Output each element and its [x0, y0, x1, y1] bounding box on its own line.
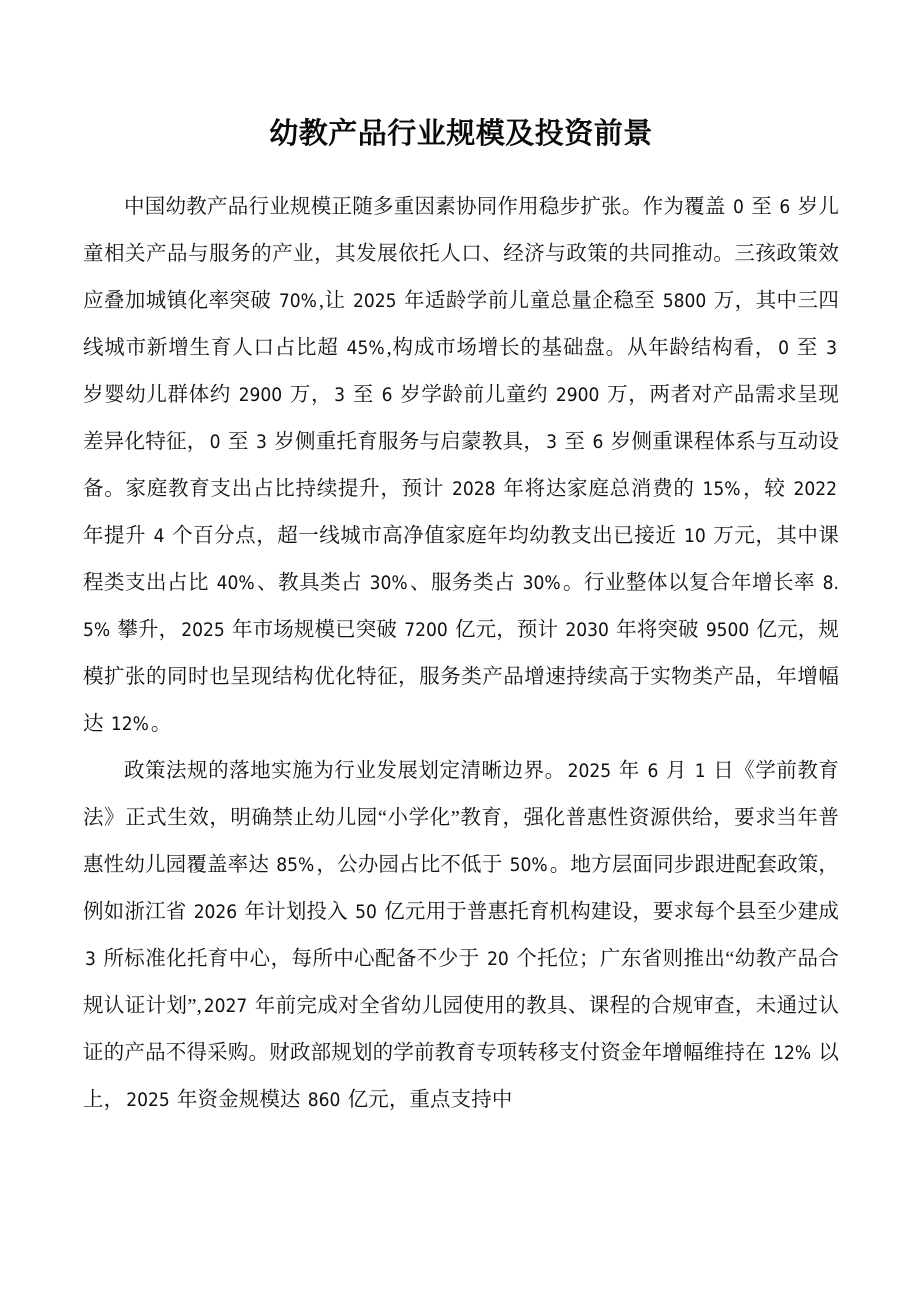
numeric-value: 70%: [278, 290, 317, 312]
numeric-value: 50%: [509, 854, 548, 876]
numeric-value: 7200: [404, 619, 448, 641]
numeric-value: 2900: [238, 384, 283, 406]
numeric-value: 0: [209, 431, 221, 453]
numeric-value: 6: [592, 431, 604, 453]
numeric-value: 2025: [126, 1089, 170, 1111]
numeric-value: 1: [694, 760, 706, 782]
numeric-value: 3: [826, 337, 837, 359]
numeric-value: 40%: [216, 572, 255, 594]
numeric-value: 2022: [793, 478, 837, 500]
numeric-value: 45%: [346, 337, 385, 359]
numeric-value: 6: [779, 196, 791, 218]
numeric-value: 2026: [193, 901, 238, 923]
numeric-value: 0: [778, 337, 789, 359]
body-paragraph: 政策法规的落地实施为行业发展划定清晰边界。 2025 年 6 月 1 日《学前教育法》正式生效，明确禁止幼儿园“小学化”教育，强化普惠性资源供给，要求当年普惠性幼儿园覆盖率达 85%，公办园占比不低于 50%。地方层面同步跟进配套政策，例如浙江省 2026 年计划投入 50 亿元用于普惠托育机构建设，要求每个县至少建成 3 所标准化托育中心，每所中心配备不少于 20 个托位；广东省则推出“幼教产品合规认证计划”, 2027 年前完成对全省幼儿园使用的教具、课程的合规审查，未通过认证的产品不得采购。财政部规划的学前教育专项转移支付资金年增幅维持在 12% 以上， 2025 年资金规模达 860 亿元，重点支持中: [83, 760, 840, 1111]
numeric-value: 20: [487, 948, 509, 970]
numeric-value: 9500: [705, 619, 750, 641]
numeric-value: 3: [546, 431, 557, 453]
document-body: [83, 184, 839, 1124]
numeric-value: 3: [334, 384, 345, 406]
numeric-value: 3: [85, 948, 96, 970]
numeric-value: 4: [153, 525, 165, 547]
numeric-value: 12%: [110, 713, 149, 735]
numeric-value: 2030: [565, 619, 609, 641]
body-paragraph: 中国幼教产品行业规模正随多重因素协同作用稳步扩张。作为覆盖 0 至 6 岁儿童相关产品与服务的产业，其发展依托人口、经济与政策的共同推动。三孩政策效应叠加城镇化率突破 70%,让 2025 年适龄学前儿童总量企稳至 5800 万，其中三四线城市新增生育人口占比超 45%,构成市场增长的基础盘。从年龄结构看， 0 至 3 岁婴幼儿群体约 2900 万， 3 至 6 岁学龄前儿童约 2900 万，两者对产品需求呈现差异化特征， 0 至 3 岁侧重托育服务与启蒙教具， 3 至 6 岁侧重课程体系与互动设备。家庭教育支出占比持续提升，预计 2028 年将达家庭总消费的 15%，较 2022 年提升 4 个百分点，超一线城市高净值家庭年均幼教支出已接近 10 万元，其中课程类支出占比 40%、教具类占 30%、服务类占 30%。行业整体以复合年增长率 8.5% 攀升， 2025 年市场规模已突破 7200 亿元，预计 2030 年将突破 9500 亿元，规模扩张的同时也呈现结构优化特征，服务类产品增速持续高于实物类产品，年增幅达 12%。: [83, 196, 840, 735]
numeric-value: 0: [733, 196, 744, 218]
numeric-value: 2900: [555, 384, 600, 406]
numeric-value: 8.5%: [83, 572, 839, 641]
numeric-value: 2025: [352, 290, 397, 312]
numeric-value: 50: [355, 901, 377, 923]
numeric-value: 15%: [702, 478, 741, 500]
numeric-value: 2025: [181, 619, 225, 641]
numeric-value: 6: [381, 384, 393, 406]
numeric-value: 5800: [662, 290, 707, 312]
numeric-value: 2027: [203, 995, 248, 1017]
numeric-value: 85%: [276, 854, 315, 876]
page-title: 幼教产品行业规模及投资前景: [269, 116, 653, 150]
numeric-value: 10: [683, 525, 706, 547]
numeric-value: 30%: [522, 572, 561, 594]
numeric-value: 6: [647, 760, 659, 782]
numeric-value: 3: [255, 431, 267, 453]
numeric-value: 2025: [567, 760, 612, 782]
numeric-value: 2028: [452, 478, 496, 500]
document-content: [83, 0, 839, 1124]
numeric-value: 30%: [369, 572, 408, 594]
numeric-value: 12%: [773, 1042, 812, 1064]
numeric-value: 860: [307, 1089, 341, 1111]
